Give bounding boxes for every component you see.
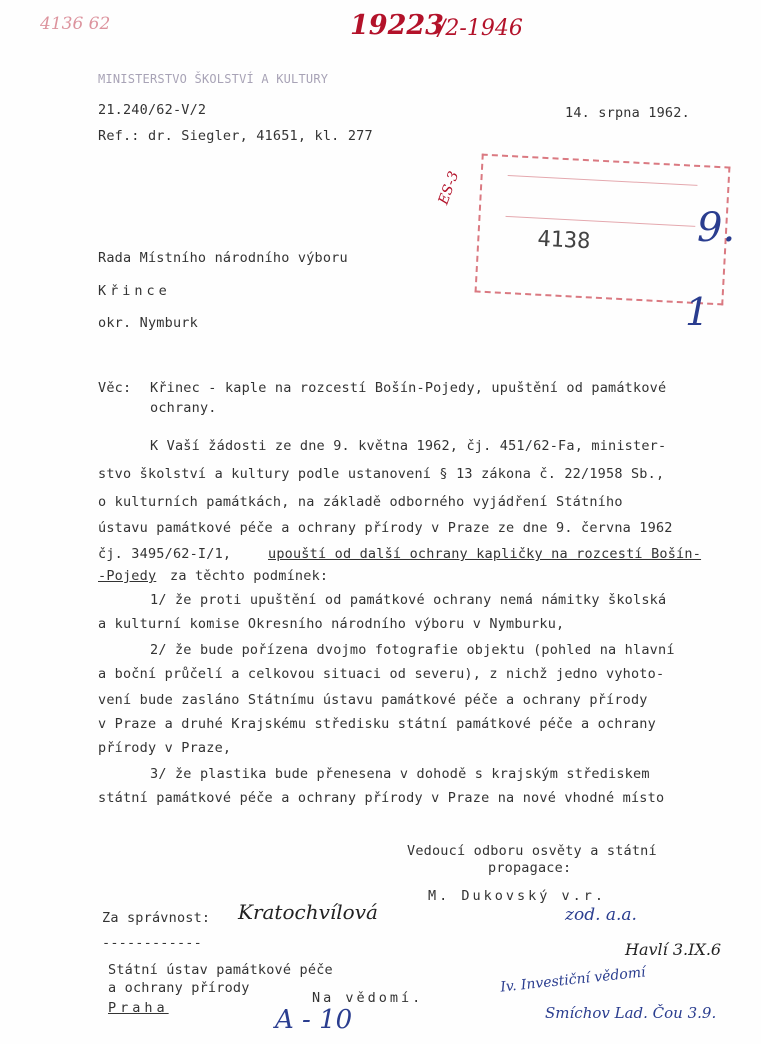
condition-line: v Praze a druhé Krajskému středisku státní památkové péče a ochrany <box>98 716 656 732</box>
cc-line2: a ochrany přírody <box>108 980 250 996</box>
correctness-signature: Kratochvílová <box>238 900 378 924</box>
hand-note: zod. a.a. <box>565 905 637 925</box>
hand-note: Havlí 3.IX.6 <box>625 940 722 959</box>
cc-line3: Praha <box>108 1000 169 1016</box>
addressee-town: Křince <box>98 283 171 299</box>
body-line: čj. 3495/62-I/1, <box>98 546 232 562</box>
condition-line: a kulturní komise Okresního národního výboru v Nymburku, <box>98 616 565 632</box>
signature-title1: Vedoucí odboru osvěty a státní <box>407 843 657 859</box>
letter-date: 14. srpna 1962. <box>565 105 690 121</box>
condition-line: 3/ že plastika bude přenesena v dohodě s krajským střediskem <box>150 766 650 782</box>
subject-line2: ochrany. <box>150 400 217 416</box>
condition-line: přírody v Praze, <box>98 740 232 756</box>
registry-suffix: /2-1946 <box>438 16 523 41</box>
hand-note: Iv. Investiční vědomí <box>499 964 647 996</box>
stamp-side-mark: 9. <box>697 205 736 251</box>
registry-number: 19223 <box>350 10 444 41</box>
stamp-side-mark-2: 1 <box>685 290 710 334</box>
reference-person: Ref.: dr. Siegler, 41651, kl. 277 <box>98 128 373 144</box>
reference-number: 21.240/62-V/2 <box>98 102 207 118</box>
condition-line: vení bude zasláno Státnímu ústavu památkové péče a ochrany přírody <box>98 692 648 708</box>
condition-line: 1/ že proti upuštění od památkové ochrany nemá námitky školská <box>150 592 667 608</box>
addressee-district: okr. Nymburk <box>98 315 198 331</box>
divider: ------------ <box>102 935 202 951</box>
subject-line1: Křinec - kaple na rozcestí Bošín-Pojedy, upuštění od památkové <box>150 380 667 396</box>
stamp-side-label: ES-3 <box>435 169 463 207</box>
hand-note: A - 10 <box>275 1005 353 1035</box>
body-underlined: upouští od další ochrany kapličky na rozcestí Bošín- <box>268 546 702 562</box>
corner-mark: 4136 62 <box>40 14 111 34</box>
body-line: stvo školství a kultury podle ustanovení § 13 zákona č. 22/1958 Sb., <box>98 466 665 482</box>
addressee-line1: Rada Místního národního výboru <box>98 250 348 266</box>
body-after-underline: za těchto podmínek: <box>170 568 329 584</box>
condition-line: 2/ že bude pořízena dvojmo fotografie objektu (pohled na hlavní <box>150 642 675 658</box>
condition-line: státní památkové péče a ochrany přírody v Praze na nové vhodné místo <box>98 790 665 806</box>
subject-label: Věc: <box>98 380 132 396</box>
stamp-lines <box>506 175 698 227</box>
body-line: ústavu památkové péče a ochrany přírody v Praze ze dne 9. června 1962 <box>98 520 673 536</box>
correctness-label: Za správnost: <box>102 910 211 926</box>
signature-name: M. Dukovský v.r. <box>428 888 607 904</box>
hand-note: Smíchov Lad. Čou 3.9. <box>545 1004 717 1022</box>
knowledge-label: Na vědomí. <box>312 990 424 1006</box>
body-underlined-2: -Pojedy <box>98 568 157 584</box>
body-line: o kulturních památkách, na základě odborného vyjádření Státního <box>98 494 623 510</box>
cc-line1: Státní ústav památkové péče <box>108 962 333 978</box>
stamp-number: 4138 <box>536 226 591 255</box>
registry-stamp <box>475 154 731 306</box>
body-line: K Vaší žádosti ze dne 9. května 1962, čj. 451/62-Fa, minister- <box>150 438 667 454</box>
ministry-heading: MINISTERSTVO ŠKOLSTVÍ A KULTURY <box>98 72 329 86</box>
signature-title2: propagace: <box>488 860 572 876</box>
condition-line: a boční průčelí a celkovou situaci od severu), z nichž jedno vyhoto- <box>98 666 665 682</box>
